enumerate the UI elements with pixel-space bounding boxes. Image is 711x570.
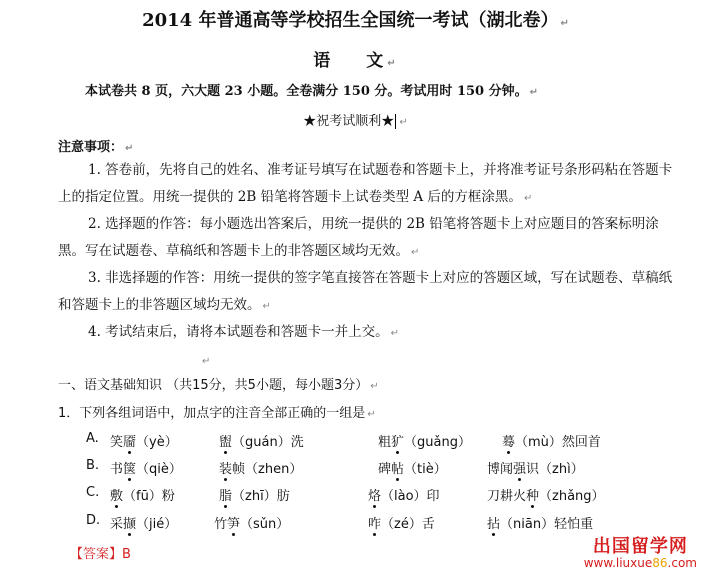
option-label: D. (86, 513, 101, 528)
option-row-a (0, 431, 711, 457)
option-word: 刀耕火种（zhǎng） (487, 489, 605, 504)
option-word: 博闻强识（zhì） (487, 462, 584, 477)
option-word: 蓦（mù）然回首 (502, 435, 601, 450)
option-word: 烙（lào）印 (368, 489, 440, 504)
watermark-site-name: 出国留学网 (592, 536, 688, 557)
exam-intro: 本试卷共 8 页，六大题 23 小题。全卷满分 150 分。考试用时 150 分钟。 ↵ (85, 84, 539, 99)
option-word: 敷（fū）粉 (110, 489, 175, 504)
option-label: B. (86, 458, 100, 473)
watermark-url: www.liuxue86.com (583, 556, 697, 570)
option-word: 竹笋（sǔn） (214, 517, 290, 532)
option-word: 装帧（zhen） (219, 462, 303, 477)
notice-item: 4. 考试结束后，请将本试题卷和答题卡一并上交。 ↵ (88, 324, 400, 340)
option-word: 咋（zé）舌 (368, 517, 435, 532)
question-stem: 1．下列各组词语中，加点字的注音全部正确的一组是 ↵ (58, 406, 376, 421)
option-row-c (0, 485, 711, 511)
empty-paragraph: ↵ (202, 356, 211, 367)
option-word: 书箧（qiè） (110, 462, 182, 477)
option-word: 粗犷（guǎng） (378, 435, 471, 450)
subject-heading: 语 文 ↵ (313, 51, 398, 71)
option-word: 采撷（jié） (110, 517, 178, 532)
option-word: 脂（zhī）肪 (219, 489, 290, 504)
option-row-b (0, 458, 711, 484)
notice-item: 2. 选择题的作答：每小题选出答案后，用统一提供的 2B 铅笔将答题卡上对应题目的答案标明涂黑。写在试题卷、草稿纸和答题卡上的非答题区域均无效。 ↵ (58, 216, 659, 259)
option-label: C. (86, 485, 100, 500)
site-watermark (584, 532, 697, 570)
good-luck-line: ★祝考试顺利★ ↵ (303, 114, 408, 129)
notice-heading: 注意事项： ↵ (58, 140, 134, 155)
option-word: 笑靥（yè） (110, 435, 178, 450)
notice-item: 3. 非选择题的作答：用统一提供的签字笔直接答在答题卡上对应的答题区域，写在试题卷、草稿纸和答题卡上的非答题区域均无效。 ↵ (58, 270, 673, 313)
text-cursor (395, 114, 396, 129)
section-heading: 一、语文基础知识 （共15分，共5小题，每小题3分） ↵ (58, 378, 379, 393)
option-word: 碑帖（tiè） (378, 462, 447, 477)
notice-item: 1. 答卷前，先将自己的姓名、准考证号填写在试题卷和答题卡上，并将准考证号条形码粘在答题卡上的指定位置。用统一提供的 2B 铅笔将答题卡上试卷类型 A 后的方框涂黑。 ↵ (58, 162, 673, 205)
option-word: 盥（guán）洗 (219, 435, 304, 450)
option-word: 拈（niān）轻怕重 (487, 517, 594, 532)
exam-title: 2014 年普通高等学校招生全国统一考试（湖北卷） ↵ (142, 10, 569, 31)
option-label: A. (86, 431, 99, 446)
answer-label: 【答案】B (70, 547, 131, 562)
